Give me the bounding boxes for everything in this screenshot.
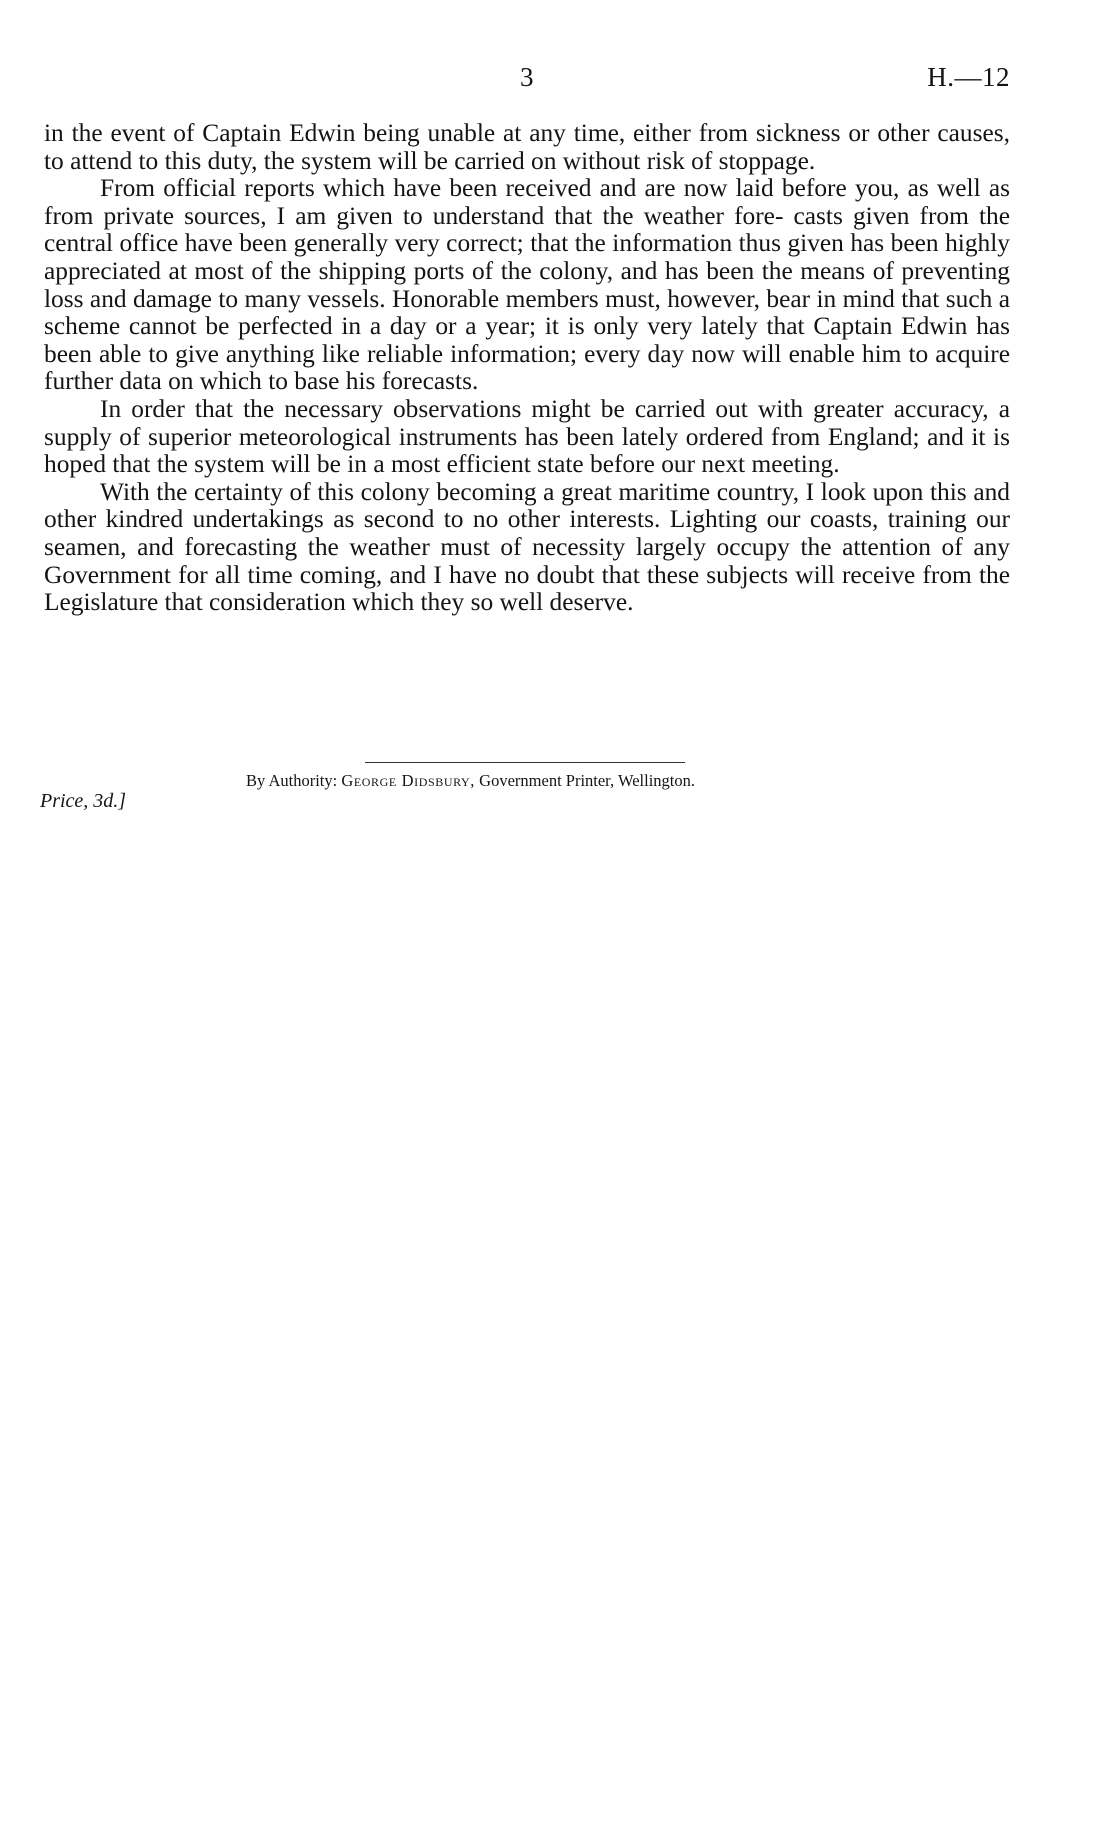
page-number: 3 (520, 62, 534, 92)
printer-title: Government Printer, Wellington. (479, 771, 696, 790)
printer-imprint (246, 771, 695, 791)
paragraph-continuation: in the event of Captain Edwin being unable at any time, either from sickness or other causes, to attend to this duty, the system will be carried on without risk of stoppage. (44, 119, 1010, 175)
authority-label: By Authority: (246, 771, 338, 790)
paragraph-instruments: In order that the necessary observations might be carried out with greater accuracy, a supply of superior meteorological instruments has been lately ordered from England; and it is hoped that the system will be in a most efficient state before our next meeting. (44, 394, 1010, 479)
paragraph-official-reports: From official reports which have been received and are now laid before you, as well as from private sources, I am given to understand that the weather fore- casts given from the central office have been generally very correct; that the information thus given has been highly appreciated at most of the shipping ports of the colony, and has been the means of preventing loss and damage to many vessels. Honorable members must, however, bear in mind that such a scheme cannot be perfected in a day or a year; it is only very lately that Captain Edwin has been able to give anything like reliable information; every day now will enable him to acquire further data on which to base his forecasts. (44, 174, 1010, 396)
body-text (44, 120, 1010, 617)
price: Price, 3d.] (40, 790, 127, 812)
paragraph-maritime-country: With the certainty of this colony becoming a great maritime country, I look upon this and other kindred undertakings as second to no other interests. Lighting our coasts, training our seamen, and forecasting the weather must of necessity largely occupy the attention of any Government for all time coming, and I have no doubt that these subjects will receive from the Legislature that consideration which they so well deserve. (44, 477, 1010, 617)
document-reference: H.—12 (927, 62, 1010, 92)
printer-name: George Didsbury, (341, 771, 476, 790)
footer-rule (365, 762, 685, 763)
